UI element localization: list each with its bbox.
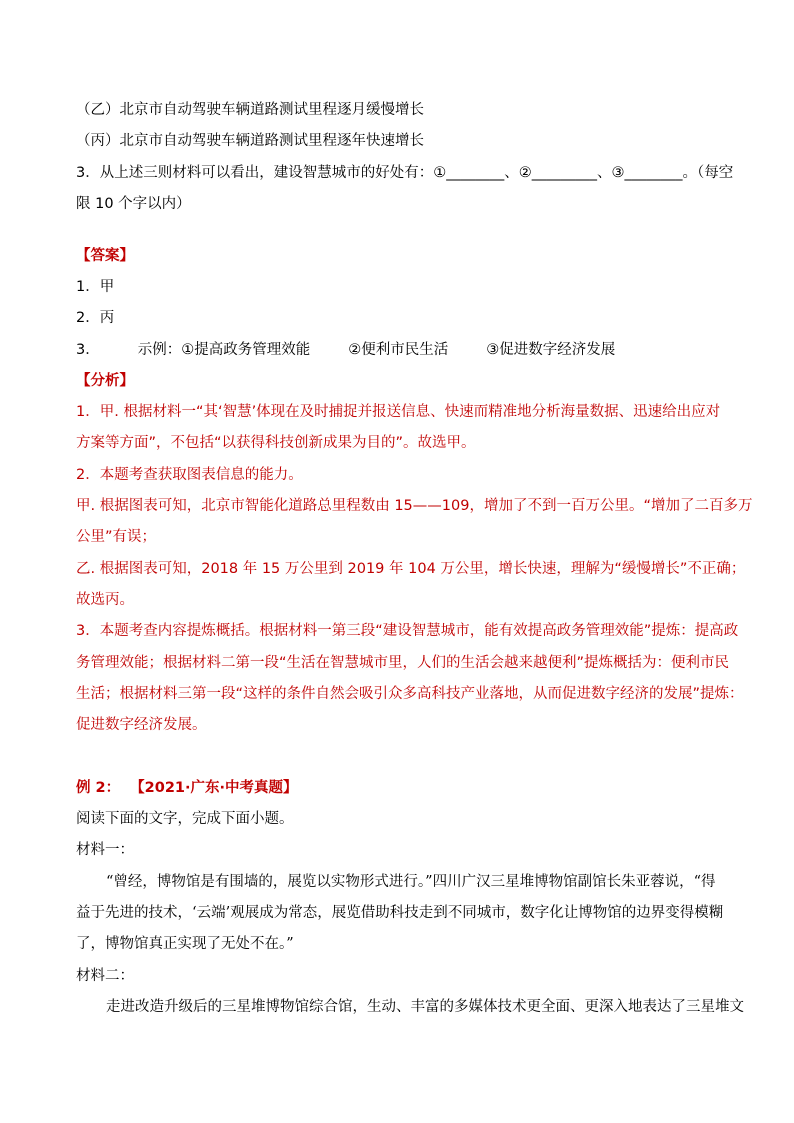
answer-3-point-3: ③促进数字经济发展 (486, 342, 616, 358)
example-2-source: 【2021·广东·中考真题】 (130, 780, 298, 796)
answer-3-point-1: 示例：①提高政务管理效能 (137, 342, 311, 358)
analysis-line: 1．甲. 根据材料一“其‘智慧’体现在及时捕捉并报送信息、快速而精准地分析海量数据、迅速给出应对 (76, 404, 721, 420)
answer-1: 1．甲 (76, 279, 115, 295)
analysis-line: 生活；根据材料三第一段“这样的条件自然会吸引众多高科技产业落地，从而促进数字经济的发展”提炼： (76, 686, 744, 702)
material-1-line: 了，博物馆真正实现了无处不在。” (76, 936, 294, 952)
answer-2: 2．丙 (76, 310, 115, 326)
question-3-line-2: 限 10 个字以内） (76, 196, 191, 212)
analysis-line: 公里”有误； (76, 529, 157, 545)
answer-3-point-2: ②便利市民生活 (348, 342, 449, 358)
answer-heading: 【答案】 (76, 248, 134, 264)
material-1-label: 材料一： (76, 842, 134, 858)
analysis-line: 甲. 根据图表可知，北京市智能化道路总里程数由 15——109，增加了不到一百万公里。“增加了二百多万 (76, 498, 753, 514)
analysis-line: 务管理效能；根据材料二第一段“生活在智慧城市里，人们的生活会越来越便利”提炼概括为：便利市民 (76, 655, 730, 671)
analysis-line: 乙. 根据图表可知，2018 年 15 万公里到 2019 年 104 万公里，增长快速，理解为“缓慢增长”不正确； (76, 561, 746, 577)
analysis-line: 故选丙。 (76, 592, 134, 608)
material-2-line: 走进改造升级后的三星堆博物馆综合馆，生动、丰富的多媒体技术更全面、更深入地表达了三星堆文 (106, 999, 744, 1015)
example-2-instruction: 阅读下面的文字，完成下面小题。 (76, 811, 294, 827)
answer-3 (76, 340, 722, 360)
analysis-line: 3．本题考查内容提炼概括。根据材料一第三段“建设智慧城市，能有效提高政务管理效能”提炼：提高政 (76, 623, 739, 639)
answer-3-number: 3． (76, 342, 100, 358)
material-2-label: 材料二： (76, 968, 134, 984)
material-1-line: 益于先进的技术，‘云端’观展成为常态，展览借助科技走到不同城市，数字化让博物馆的边界变得模糊 (76, 905, 724, 921)
question-3-line-1: 3．从上述三则材料可以看出，建设智慧城市的好处有：①________、②_________、③________。（每空 (76, 165, 734, 181)
analysis-line: 方案等方面”，不包括“以获得科技创新成果为目的”。故选甲。 (76, 435, 476, 451)
analysis-heading: 【分析】 (76, 373, 134, 389)
option-bing: （丙）北京市自动驾驶车辆道路测试里程逐年快速增长 (76, 133, 424, 149)
material-1-line: “曾经，博物馆是有围墙的，展览以实物形式进行。”四川广汉三星堆博物馆副馆长朱亚蓉说，“得 (106, 874, 716, 890)
example-2-heading (76, 778, 722, 798)
analysis-line: 促进数字经济发展。 (76, 717, 207, 733)
analysis-line: 2．本题考查获取图表信息的能力。 (76, 467, 303, 483)
example-2-label: 例 2： (76, 780, 121, 796)
option-yi: （乙）北京市自动驾驶车辆道路测试里程逐月缓慢增长 (76, 102, 424, 118)
